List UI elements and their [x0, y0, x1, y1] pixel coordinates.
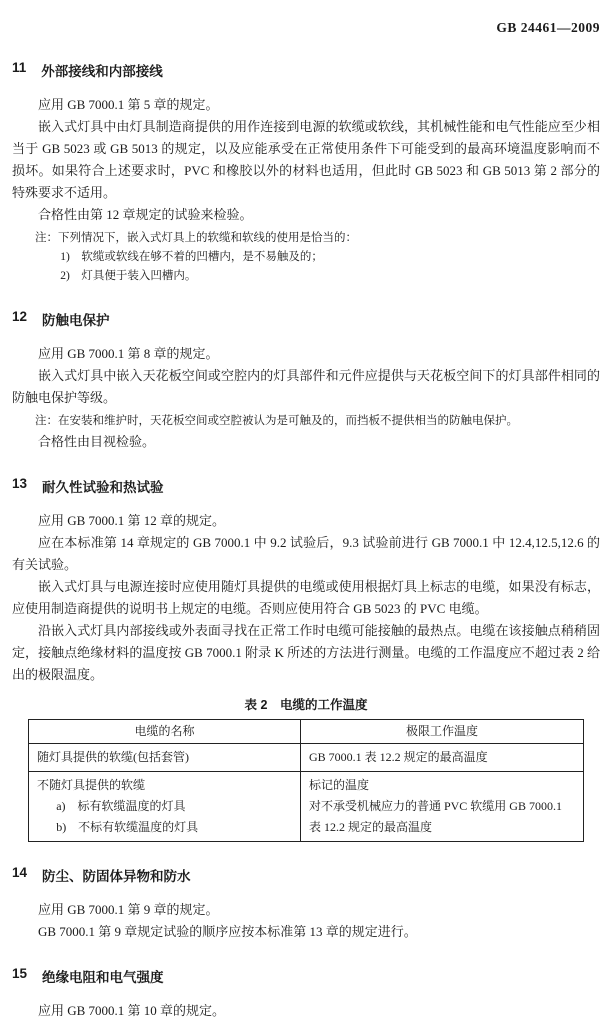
paragraph: 嵌入式灯具中嵌入天花板空间或空腔内的灯具部件和元件应提供与天花板空间下的灯具部件相同的防触电保护等级。	[12, 368, 600, 405]
section-number: 11	[12, 60, 27, 75]
table-cell	[29, 772, 301, 842]
section-number: 14	[12, 865, 28, 880]
section-15-heading	[12, 966, 600, 986]
paragraph: 应用 GB 7000.1 第 8 章的规定。	[38, 346, 219, 361]
section-12-heading	[12, 309, 600, 329]
cable-temperature-table	[28, 719, 584, 842]
paragraph: 应用 GB 7000.1 第 5 章的规定。	[38, 97, 219, 112]
section-title: 绝缘电阻和电气强度	[42, 970, 164, 985]
note-intro: 注：下列情况下，嵌入式灯具上的软缆和软线的使用是恰当的：	[35, 232, 357, 244]
note-item: 2) 灯具便于装入凹槽内。	[60, 270, 197, 282]
section-11-heading	[12, 60, 600, 80]
paragraph: 嵌入式灯具与电源连接时应使用随灯具提供的电缆或使用根据灯具上标志的电缆，如果没有标志，应使用制造商提供的说明书上规定的电缆。否则应使用符合 GB 5023 的 PVC 电缆。	[12, 579, 600, 616]
paragraph: 合格性由第 12 章规定的试验来检验。	[38, 207, 253, 222]
section-number: 13	[12, 476, 28, 491]
paragraph: 应用 GB 7000.1 第 10 章的规定。	[38, 1003, 226, 1018]
paragraph: 应在本标准第 14 章规定的 GB 7000.1 中 9.2 试验后，9.3 试验前进行 GB 7000.1 中 12.4,12.5,12.6 的有关试验。	[12, 535, 600, 572]
section-number: 12	[12, 309, 28, 324]
table-cell-line: 对不承受机械应力的普通 PVC 软缆用 GB 7000.1 表 12.2 规定的最高温度	[308, 799, 562, 834]
table-cell-line: a) 标有软缆温度的灯具	[56, 799, 186, 813]
section-14	[12, 865, 600, 943]
table-header-cell: 电缆的名称	[29, 720, 301, 744]
paragraph: 应用 GB 7000.1 第 12 章的规定。	[38, 513, 226, 528]
paragraph: 嵌入式灯具中由灯具制造商提供的用作连接到电源的软缆或软线，其机械性能和电气性能应至少相当于 GB 5023 或 GB 5013 的规定，以及应能承受在正常使用条件下可能受到的最高环境温度影响而不损坏。如果符合上述要求时，PVC 和橡胶以外的材料也适用，但此时 GB 5023 和 GB 5013 第 2 部分的特殊要求不适用。	[12, 119, 600, 200]
section-title: 防尘、防固体异物和防水	[42, 869, 191, 884]
table-cell-line: b) 不标有软缆温度的灯具	[56, 820, 199, 834]
table-cell: 随灯具提供的软缆(包括套管)	[29, 744, 301, 772]
standard-code: GB 24461—2009	[496, 20, 600, 35]
paragraph: 应用 GB 7000.1 第 9 章的规定。	[38, 902, 219, 917]
note-item: 1) 软缆或软线在够不着的凹槽内，是不易触及的；	[60, 251, 323, 263]
table-header-cell: 极限工作温度	[300, 720, 583, 744]
paragraph: 沿嵌入式灯具内部接线或外表面寻找在正常工作时电缆可能接触的最热点。电缆在该接触点稍稍固定，接触点绝缘材料的温度按 GB 7000.1 附录 K 所述的方法进行测量。电缆的工作温度应不超过表 2 给出的极限温度。	[12, 623, 600, 682]
table-row	[29, 744, 584, 772]
section-13-heading	[12, 476, 600, 496]
note-intro: 注：在安装和维护时，天花板空间或空腔被认为是可触及的，而挡板不提供相当的防触电保护。	[35, 415, 518, 427]
table-cell-line: 标记的温度	[308, 778, 369, 792]
section-title: 外部接线和内部接线	[41, 64, 163, 79]
section-11	[12, 60, 600, 286]
paragraph: 合格性由目视检验。	[38, 434, 156, 449]
table-caption: 表 2 电缆的工作温度	[244, 698, 368, 712]
section-title: 防触电保护	[42, 313, 110, 328]
table-header-row	[29, 720, 584, 744]
section-number: 15	[12, 966, 28, 981]
section-15	[12, 966, 600, 1022]
table-cell: GB 7000.1 表 12.2 规定的最高温度	[300, 744, 583, 772]
note-block	[12, 229, 600, 286]
table-row	[29, 772, 584, 842]
table-cell-line: 不随灯具提供的软缆	[37, 778, 146, 792]
table-cell	[300, 772, 583, 842]
section-14-heading	[12, 865, 600, 885]
note-block	[12, 412, 600, 431]
section-12	[12, 309, 600, 453]
section-13	[12, 476, 600, 686]
paragraph: GB 7000.1 第 9 章规定试验的顺序应按本标准第 13 章的规定进行。	[38, 924, 417, 939]
section-title: 耐久性试验和热试验	[42, 480, 164, 495]
